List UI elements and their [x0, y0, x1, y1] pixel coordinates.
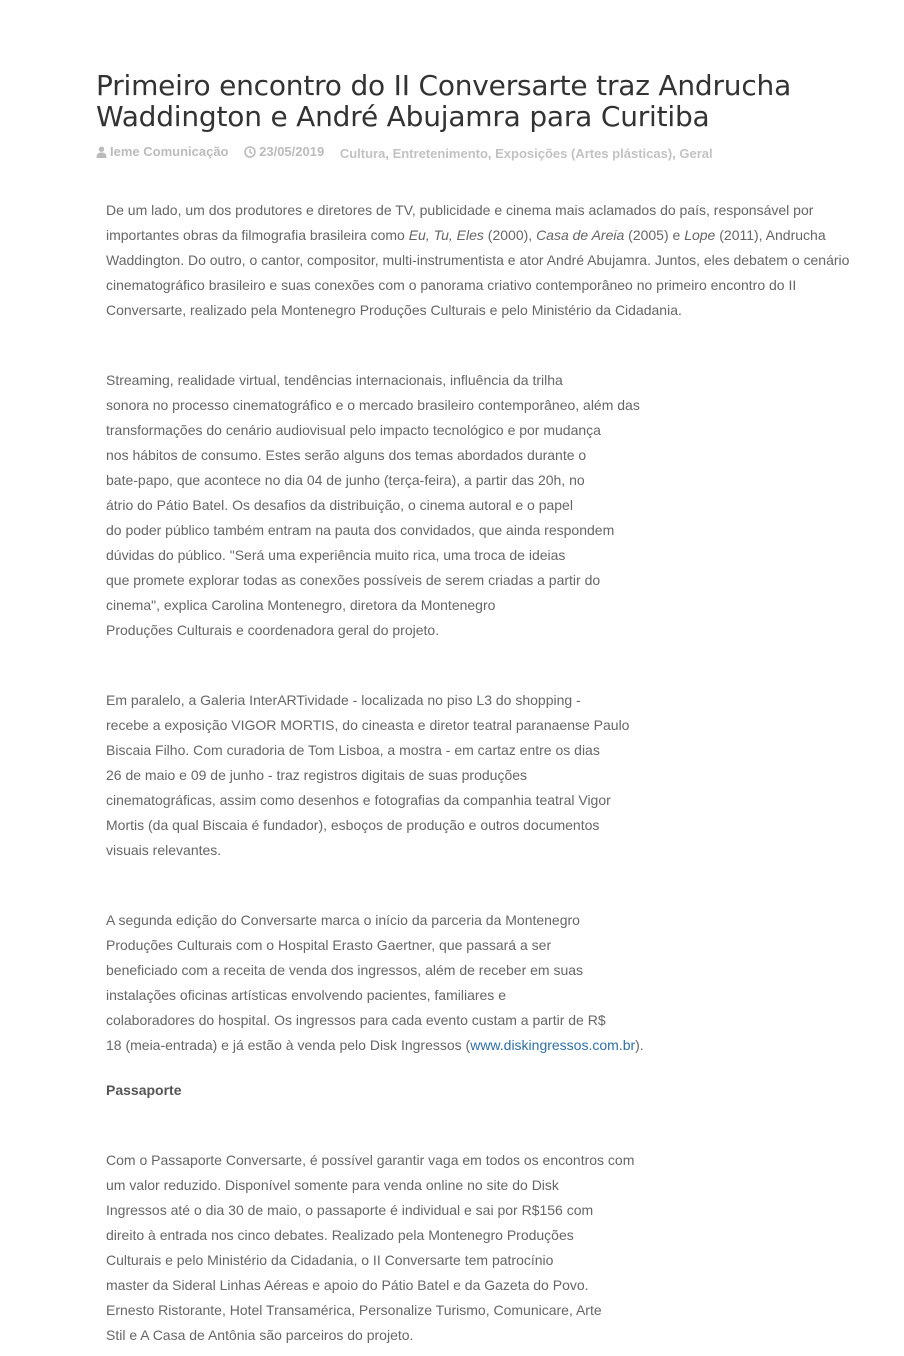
text-span: (2011), Andrucha	[715, 227, 826, 243]
article-title: Primeiro encontro do II Conversarte traz Andrucha Waddington e André Abujamra para Curitiba	[96, 69, 792, 133]
spacer	[106, 863, 866, 908]
subheading-passaporte: Passaporte	[106, 1082, 182, 1098]
text-line: do poder público também entram na pauta dos convidados, que ainda respondem	[106, 522, 615, 538]
text-line: Waddington. Do outro, o cantor, compositor, multi-instrumentista e ator André Abujamra. Juntos, eles debatem o cenário	[106, 252, 850, 268]
text-line: Biscaia Filho. Com curadoria de Tom Lisboa, a mostra - em cartaz entre os dias	[106, 742, 600, 758]
text-line	[106, 223, 866, 248]
text-line: Conversarte, realizado pela Montenegro Produções Culturais e pelo Ministério da Cidadania.	[106, 302, 682, 318]
text-line: cinema", explica Carolina Montenegro, diretora da Montenegro	[106, 597, 496, 613]
text-line: cinematográficas, assim como desenhos e fotografias da companhia teatral Vigor	[106, 792, 611, 808]
disk-ingressos-link[interactable]: www.diskingressos.com.br	[470, 1037, 636, 1053]
author-name[interactable]: Ieme Comunicação	[110, 144, 229, 159]
text-line: Ernesto Ristorante, Hotel Transamérica, Personalize Turismo, Comunicare, Arte	[106, 1302, 602, 1318]
text-line: Produções Culturais e coordenadora geral do projeto.	[106, 622, 440, 638]
text-line: cinematográfico brasileiro e suas conexões com o panorama criativo contemporâneo no primeiro encontro do II	[106, 277, 797, 293]
text-line: transformações do cenário audiovisual pelo impacto tecnológico e por mudança	[106, 422, 601, 438]
text-line: nos hábitos de consumo. Estes serão alguns dos temas abordados durante o	[106, 447, 587, 463]
text-line: De um lado, um dos produtores e diretores de TV, publicidade e cinema mais aclamados do país, responsável por	[106, 202, 814, 218]
article-meta	[96, 143, 713, 161]
text-line	[106, 1033, 866, 1058]
text-line: Com o Passaporte Conversarte, é possível garantir vaga em todos os encontros com	[106, 1152, 635, 1168]
category-separator: ,	[672, 146, 680, 161]
text-line: master da Sideral Linhas Aéreas e apoio do Pátio Batel e da Gazeta do Povo.	[106, 1277, 589, 1293]
text-line: Culturais e pelo Ministério da Cidadania, o II Conversarte tem patrocínio	[106, 1252, 554, 1268]
text-line: colaboradores do hospital. Os ingressos para cada evento custam a partir de R$	[106, 1012, 606, 1028]
paragraph-passport	[106, 1148, 866, 1348]
category-link-cultura[interactable]: Cultura	[339, 146, 386, 161]
text-line: dúvidas do público. "Será uma experiência muito rica, uma troca de ideias	[106, 547, 566, 563]
text-line: 26 de maio e 09 de junho - traz registros digitais de suas produções	[106, 767, 528, 783]
category-separator: ,	[385, 146, 393, 161]
text-line: beneficiado com a receita de venda dos ingressos, além de receber em suas	[106, 962, 584, 978]
text-line: A segunda edição do Conversarte marca o início da parceria da Montenegro	[106, 912, 580, 928]
text-span: (2000),	[483, 227, 537, 243]
text-line: Streaming, realidade virtual, tendências internacionais, influência da trilha	[106, 372, 563, 388]
film-title: Lope	[684, 227, 716, 243]
spacer	[106, 1103, 866, 1148]
text-line: instalações oficinas artísticas envolvendo pacientes, familiares e	[106, 987, 506, 1003]
text-span: ).	[635, 1037, 644, 1053]
spacer	[106, 1058, 866, 1078]
text-line: bate-papo, que acontece no dia 04 de junho (terça-feira), a partir das 20h, no	[106, 472, 585, 488]
text-span: importantes obras da filmografia brasileira como	[106, 227, 409, 243]
paragraph-partnership	[106, 908, 866, 1058]
text-line: Stil e A Casa de Antônia são parceiros do projeto.	[106, 1327, 414, 1343]
spacer	[106, 323, 866, 368]
text-line: Mortis (da qual Biscaia é fundador), esboços de produção e outros documentos	[106, 817, 600, 833]
text-line: sonora no processo cinematográfico e o mercado brasileiro contemporâneo, além das	[106, 397, 640, 413]
category-link-entretenimento[interactable]: Entretenimento	[392, 146, 488, 161]
spacer	[106, 643, 866, 688]
category-link-geral[interactable]: Geral	[679, 146, 713, 161]
categories	[340, 146, 713, 161]
user-icon	[96, 146, 107, 158]
category-link-exposicoes[interactable]: Exposições (Artes plásticas)	[495, 146, 673, 161]
clock-icon	[244, 146, 256, 158]
text-line: que promete explorar todas as conexões possíveis de serem criadas a partir do	[106, 572, 601, 588]
paragraph-exhibition	[106, 688, 866, 863]
text-line: Ingressos até o dia 30 de maio, o passaporte é individual e sai por R$156 com	[106, 1202, 594, 1218]
film-title: Casa de Areia	[536, 227, 625, 243]
paragraph-intro	[106, 198, 866, 323]
text-line: Em paralelo, a Galeria InterARTividade - localizada no piso L3 do shopping -	[106, 692, 581, 708]
text-line: Produções Culturais com o Hospital Erasto Gaertner, que passará a ser	[106, 937, 552, 953]
text-line: direito à entrada nos cinco debates. Realizado pela Montenegro Produções	[106, 1227, 574, 1243]
paragraph-topics	[106, 368, 866, 643]
text-line: recebe a exposição VIGOR MORTIS, do cineasta e diretor teatral paranaense Paulo	[106, 717, 630, 733]
text-span: 18 (meia-entrada) e já estão à venda pelo Disk Ingressos (	[106, 1037, 471, 1053]
text-span: (2005) e	[624, 227, 685, 243]
text-line: um valor reduzido. Disponível somente para venda online no site do Disk	[106, 1177, 559, 1193]
date-text: 23/05/2019	[259, 144, 325, 159]
text-line: visuais relevantes.	[106, 842, 222, 858]
article-body	[106, 198, 866, 1348]
text-line: átrio do Pátio Batel. Os desafios da distribuição, o cinema autoral e o papel	[106, 497, 573, 513]
film-title: Eu, Tu, Eles	[408, 227, 484, 243]
date	[244, 143, 324, 161]
author[interactable]	[96, 143, 229, 161]
category-separator: ,	[487, 146, 496, 161]
